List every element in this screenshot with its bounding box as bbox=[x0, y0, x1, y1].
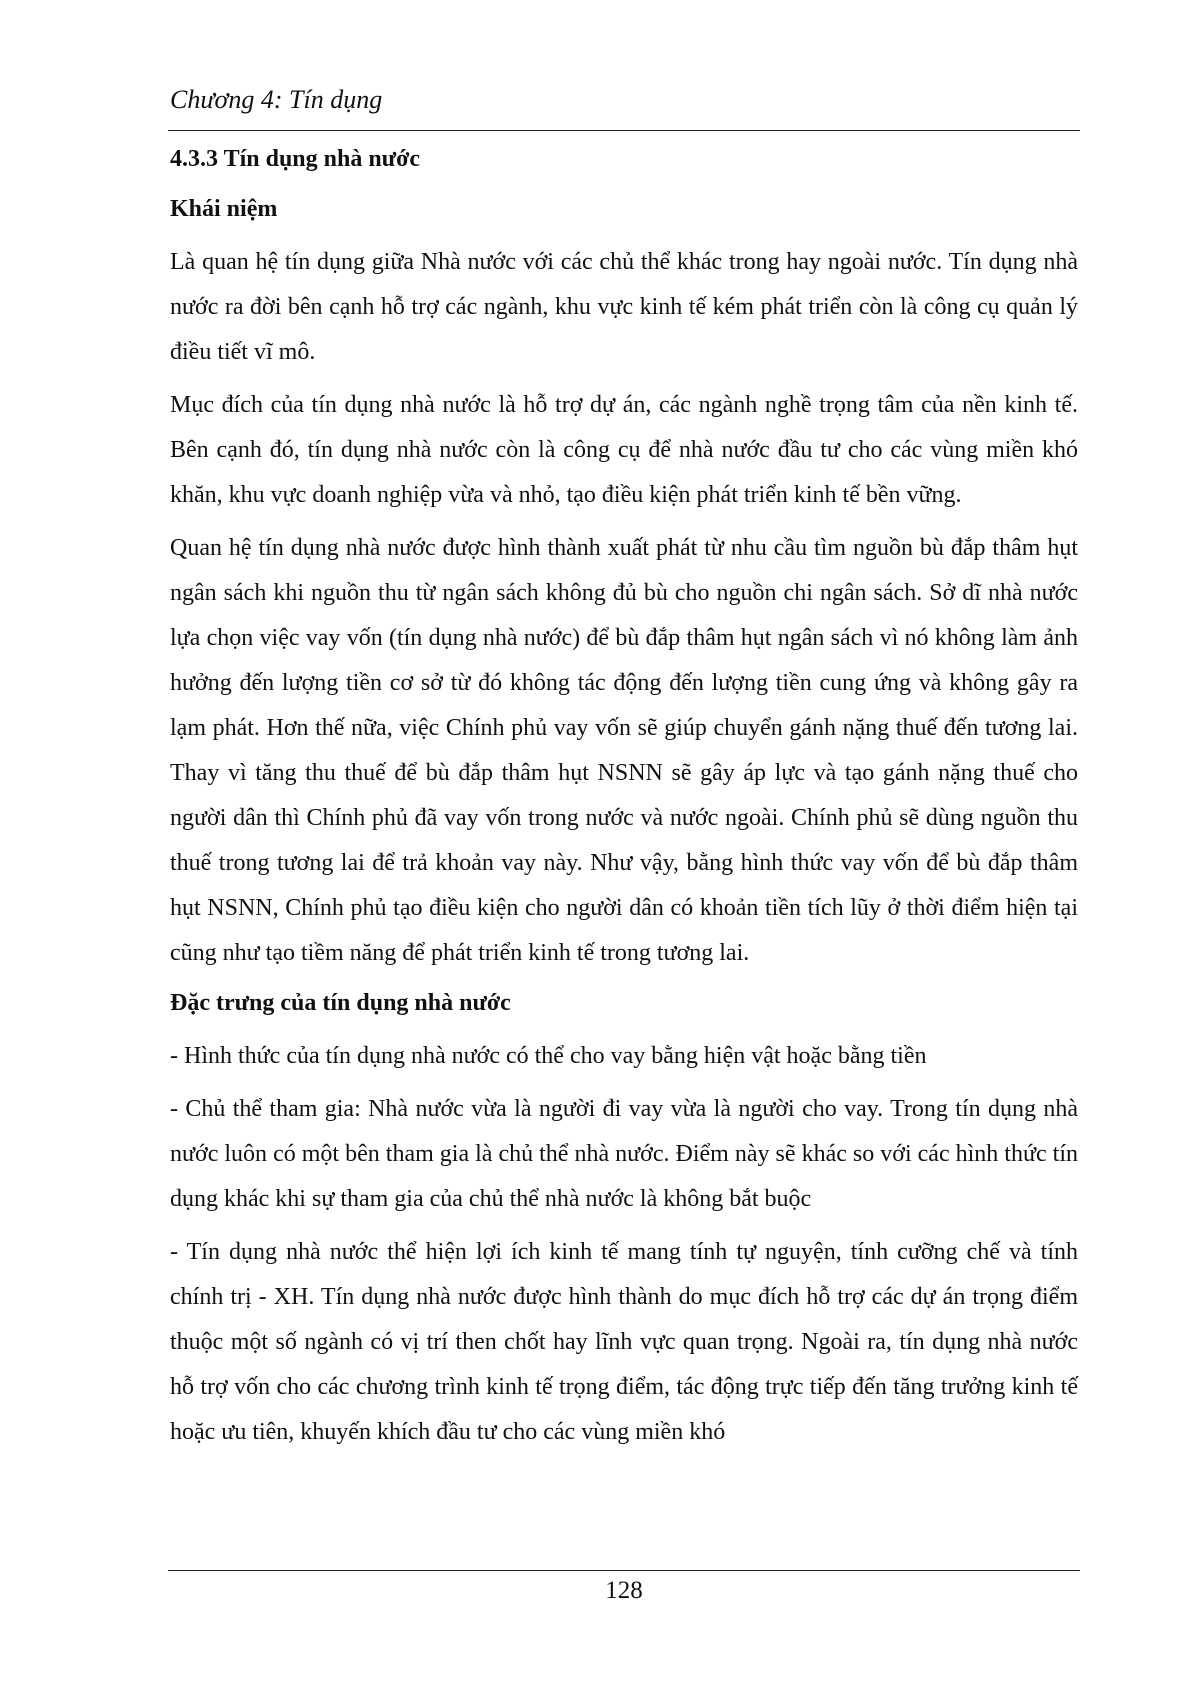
concept-heading: Khái niệm bbox=[170, 196, 278, 222]
page-body bbox=[170, 140, 1078, 1463]
concept-paragraph-2: Mục đích của tín dụng nhà nước là hỗ trợ dự án, các ngành nghề trọng tâm của nền kinh tế. Bên cạnh đó, tín dụng nhà nước còn là công cụ để nhà nước đầu tư cho các vùng miền khó khăn, khu vực doanh nghiệp vừa và nhỏ, tạo điều kiện phát triển kinh tế bền vững. bbox=[170, 392, 1078, 508]
concept-paragraph-1: Là quan hệ tín dụng giữa Nhà nước với các chủ thể khác trong hay ngoài nước. Tín dụng nhà nước ra đời bên cạnh hỗ trợ các ngành, khu vực kinh tế kém phát triển còn là công cụ quản lý điều tiết vĩ mô. bbox=[170, 249, 1078, 365]
concept-paragraph-3: Quan hệ tín dụng nhà nước được hình thành xuất phát từ nhu cầu tìm nguồn bù đắp thâm hụt ngân sách khi nguồn thu từ ngân sách không đủ bù cho nguồn chi ngân sách. Sở dĩ nhà nước lựa chọn việc vay vốn (tín dụng nhà nước) để bù đắp thâm hụt ngân sách vì nó không làm ảnh hưởng đến lượng tiền cơ sở từ đó không tác động đến lượng tiền cung ứng và không gây ra lạm phát. Hơn thế nữa, việc Chính phủ vay vốn sẽ giúp chuyển gánh nặng thuế đến tương lai. Thay vì tăng thu thuế để bù đắp thâm hụt NSNN sẽ gây áp lực và tạo gánh nặng thuế cho người dân thì Chính phủ đã vay vốn trong nước và nước ngoài. Chính phủ sẽ dùng nguồn thu thuế trong tương lai để trả khoản vay này. Như vậy, bằng hình thức vay vốn để bù đắp thâm hụt NSNN, Chính phủ tạo điều kiện cho người dân có khoản tiền tích lũy ở thời điểm hiện tại cũng như tạo tiềm năng để phát triển kinh tế trong tương lai. bbox=[170, 535, 1078, 966]
feature-paragraph-1: - Hình thức của tín dụng nhà nước có thể cho vay bằng hiện vật hoặc bằng tiền bbox=[170, 1043, 927, 1069]
section-title: 4.3.3 Tín dụng nhà nước bbox=[170, 146, 421, 172]
header-divider bbox=[168, 130, 1080, 131]
page-number: 128 bbox=[605, 1577, 643, 1604]
feature-paragraph-2: - Chủ thể tham gia: Nhà nước vừa là người đi vay vừa là người cho vay. Trong tín dụng nhà nước luôn có một bên tham gia là chủ thể nhà nước. Điểm này sẽ khác so với các hình thức tín dụng khác khi sự tham gia của chủ thể nhà nước là không bắt buộc bbox=[170, 1096, 1078, 1212]
features-heading: Đặc trưng của tín dụng nhà nước bbox=[170, 990, 511, 1016]
footer-divider bbox=[168, 1570, 1080, 1571]
feature-paragraph-3: - Tín dụng nhà nước thể hiện lợi ích kinh tế mang tính tự nguyện, tính cưỡng chế và tính chính trị - XH. Tín dụng nhà nước được hình thành do mục đích hỗ trợ các dự án trọng điểm thuộc một số ngành có vị trí then chốt hay lĩnh vực quan trọng. Ngoài ra, tín dụng nhà nước hỗ trợ vốn cho các chương trình kinh tế trọng điểm, tác động trực tiếp đến tăng trưởng kinh tế hoặc ưu tiên, khuyến khích đầu tư cho các vùng miền khó bbox=[170, 1239, 1078, 1445]
chapter-header: Chương 4: Tín dụng bbox=[170, 85, 383, 114]
